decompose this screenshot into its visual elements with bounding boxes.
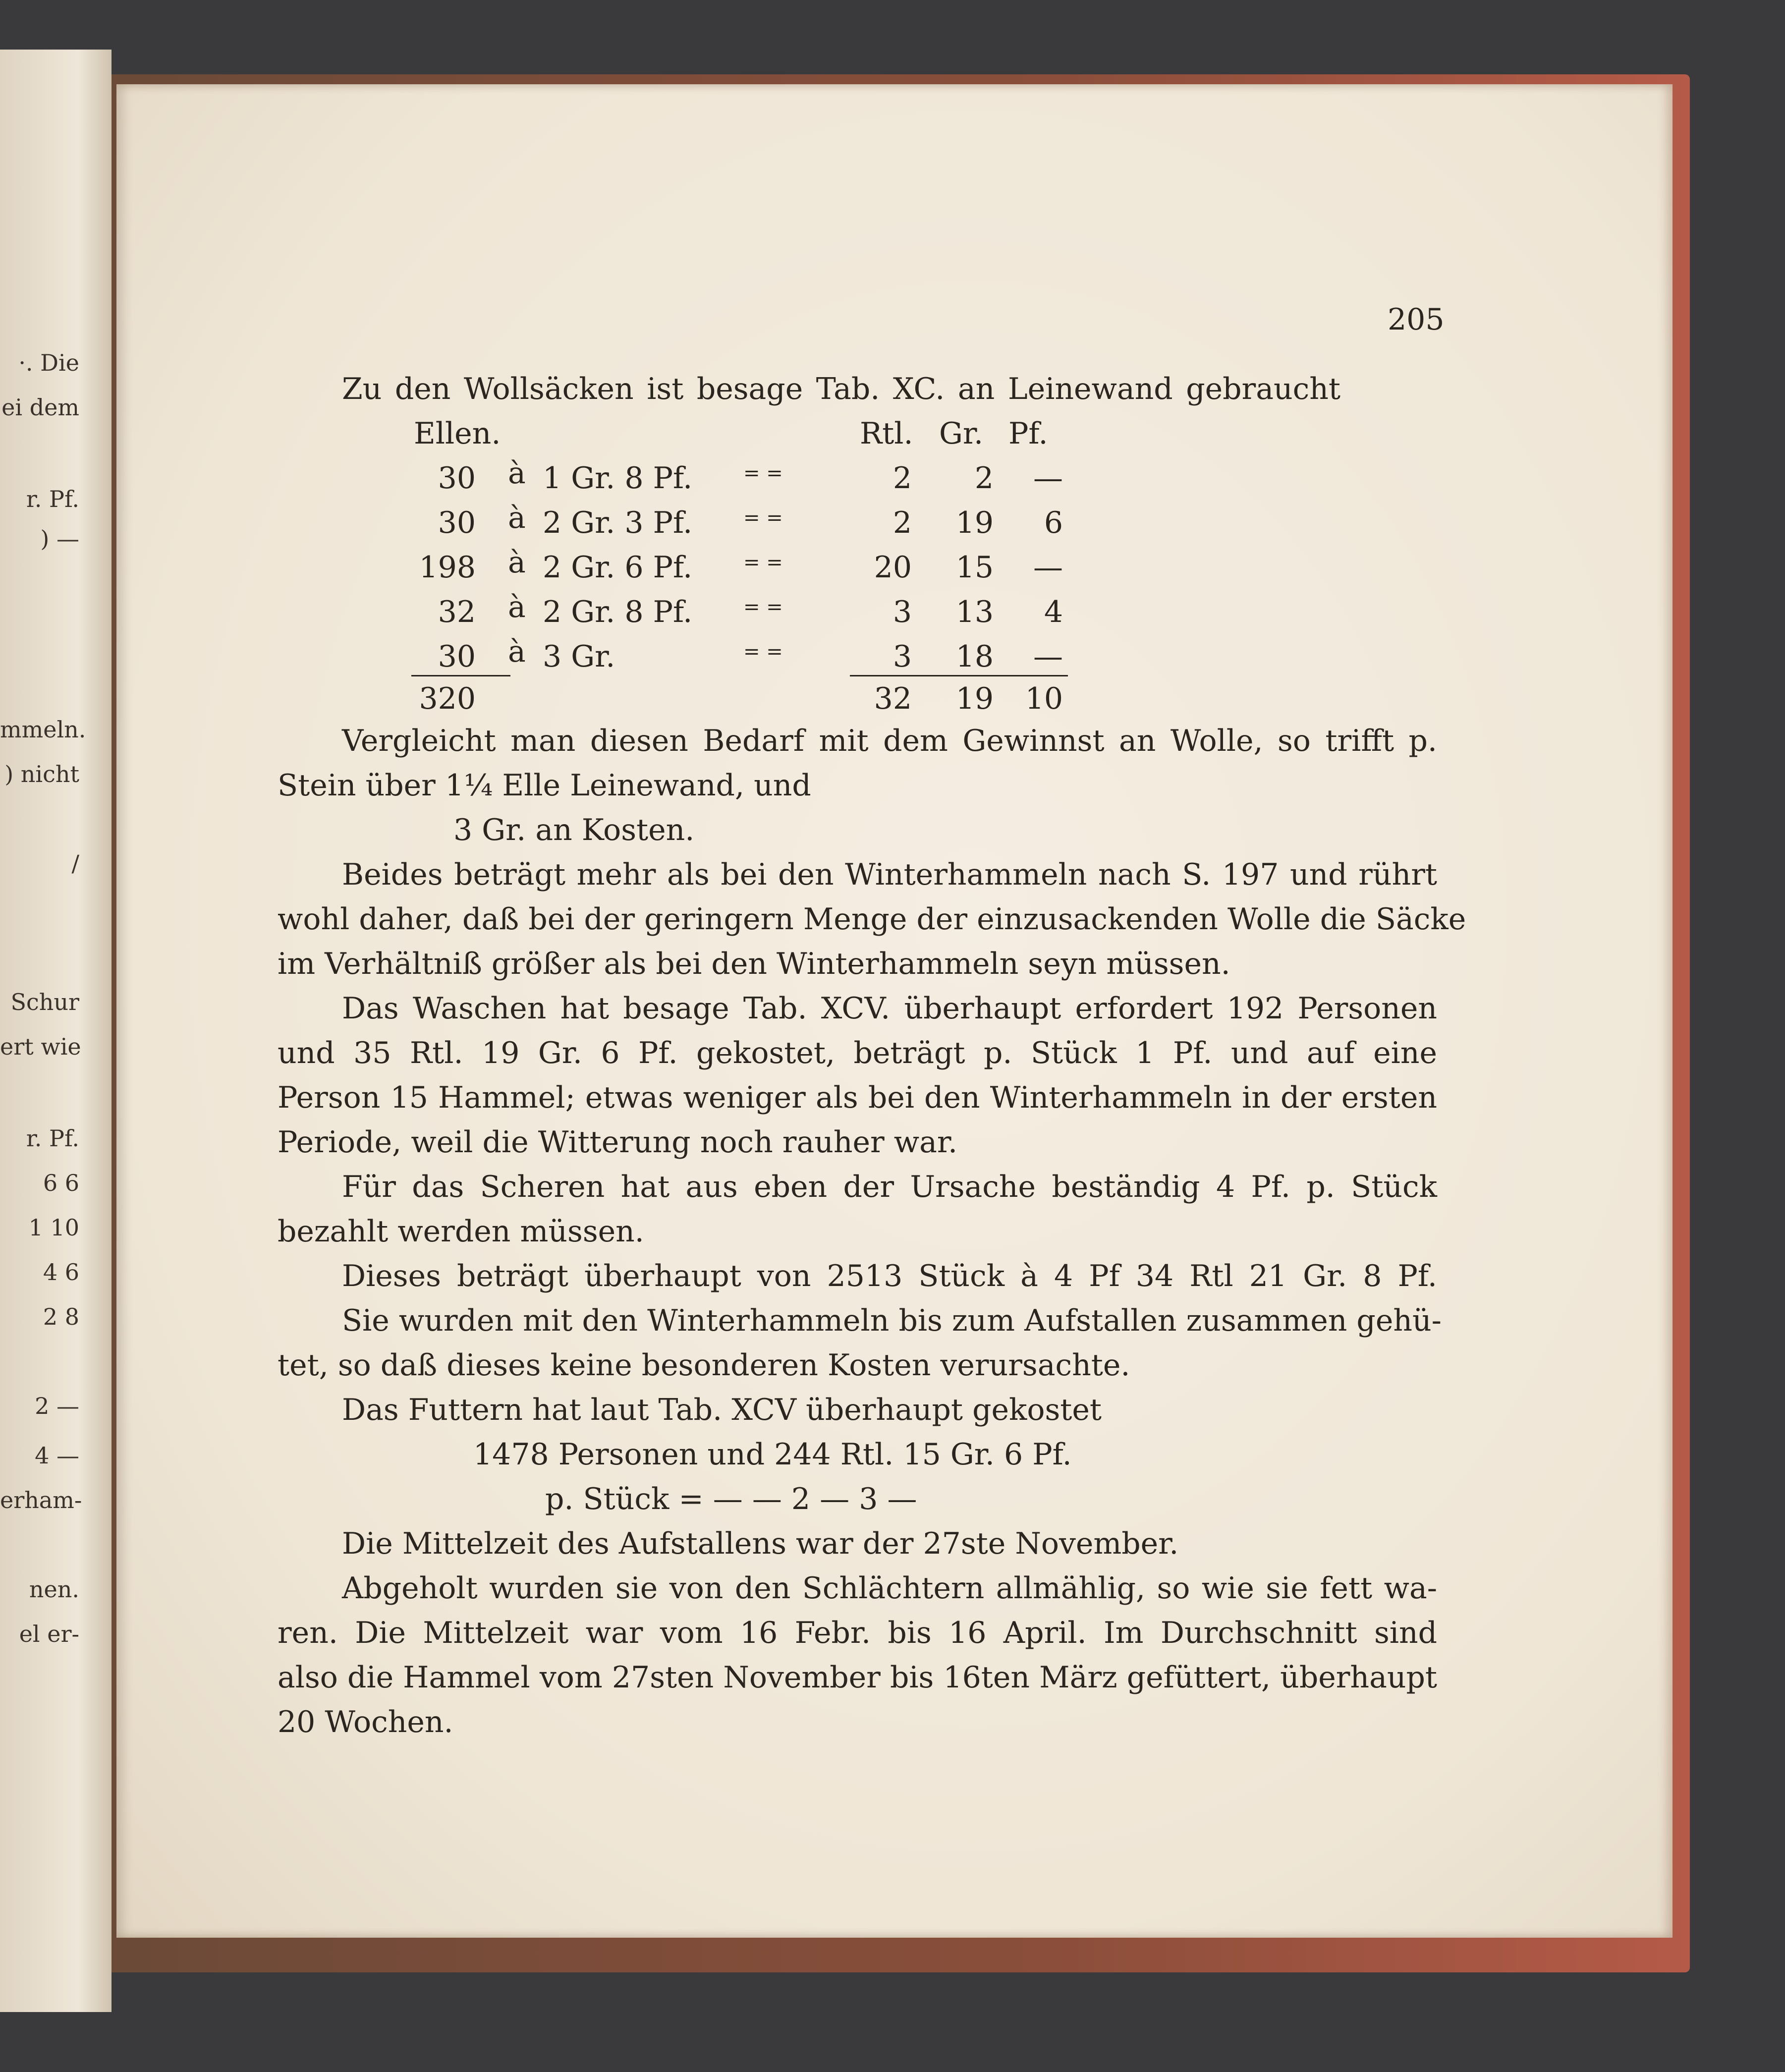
header-rtl: Rtl. (860, 416, 913, 451)
row-dots: = = (743, 551, 783, 574)
row-pf: — (1033, 639, 1063, 674)
row-a: à (508, 634, 526, 669)
row-dots: = = (743, 640, 783, 663)
total-ellen: 320 (419, 681, 476, 716)
total-pf: 10 (1025, 681, 1063, 716)
text-line: p. Stück = — — 2 — 3 — (545, 1482, 917, 1516)
header-gr: Gr. (939, 416, 984, 451)
text-line: Sie wurden mit den Winterhammeln bis zum Aufstallen zusammen gehü- (342, 1303, 1442, 1338)
left-fragment: erham- (0, 1487, 82, 1513)
text-line: Dieses beträgt überhaupt von 2513 Stück à 4 Pf 34 Rtl 21 Gr. 8 Pf. (342, 1259, 1437, 1293)
row-rtl: 2 (892, 461, 912, 496)
left-fragment: / (71, 850, 79, 877)
row-rtl: 2 (892, 505, 912, 540)
left-fragment: ei dem (1, 394, 79, 421)
right-page (116, 84, 1673, 1938)
row-a: à (508, 545, 526, 580)
row-pf: 4 (1044, 595, 1063, 629)
text-line: im Verhältniß größer als bei den Winterhammeln seyn müssen. (278, 947, 1230, 981)
row-a: à (508, 456, 526, 491)
row-rate: 2 Gr. 8 Pf. (543, 595, 693, 629)
row-rate: 3 Gr. (543, 639, 615, 674)
total-rtl: 32 (874, 681, 912, 716)
total-gr: 19 (955, 681, 994, 716)
row-ellen: 30 (438, 505, 476, 540)
text-line: tet, so daß dieses keine besonderen Kosten verursachte. (278, 1348, 1130, 1383)
left-fragment: ·. Die (18, 349, 79, 376)
text-line: ren. Die Mittelzeit war vom 16 Febr. bis 16 April. Im Durchschnitt sind (278, 1616, 1437, 1650)
left-fragment: 1 10 (28, 1214, 79, 1241)
row-gr: 15 (955, 550, 994, 585)
row-rate: 2 Gr. 3 Pf. (543, 505, 693, 540)
intro-line: Zu den Wollsäcken ist besage Tab. XC. an Leinewand gebraucht (342, 372, 1340, 406)
text-line: Vergleicht man diesen Bedarf mit dem Gewinnst an Wolle, so trifft p. (342, 724, 1437, 758)
page-number: 205 (1388, 302, 1445, 337)
text-line: 3 Gr. an Kosten. (453, 813, 695, 847)
row-pf: — (1033, 550, 1063, 585)
row-ellen: 198 (419, 550, 476, 585)
row-gr: 19 (955, 505, 994, 540)
left-fragment: 6 6 (43, 1170, 79, 1196)
text-line: also die Hammel vom 27sten November bis 16ten März gefüttert, überhaupt (278, 1660, 1437, 1695)
row-a: à (508, 501, 526, 535)
left-fragment: ert wie (0, 1033, 81, 1060)
text-line: Beides beträgt mehr als bei den Winterhammeln nach S. 197 und rührt (342, 857, 1437, 892)
row-ellen: 30 (438, 461, 476, 496)
text-line: bezahlt werden müssen. (278, 1214, 644, 1249)
header-pf: Pf. (1008, 416, 1048, 451)
text-line: und 35 Rtl. 19 Gr. 6 Pf. gekostet, beträgt p. Stück 1 Pf. und auf eine (278, 1036, 1437, 1070)
left-fragment: 4 — (35, 1442, 79, 1469)
left-fragment: r. Pf. (26, 486, 79, 512)
text-line: Die Mittelzeit des Aufstallens war der 27ste November. (342, 1526, 1179, 1561)
text-line: wohl daher, daß bei der geringern Menge der einzusackenden Wolle die Säcke (278, 902, 1466, 937)
text-line: Abgeholt wurden sie von den Schlächtern allmählig, so wie sie fett wa- (342, 1571, 1437, 1606)
row-rate: 2 Gr. 6 Pf. (543, 550, 693, 585)
row-a: à (508, 590, 526, 624)
left-fragment: r. Pf. (26, 1125, 79, 1152)
left-fragment: mmeln. (0, 716, 86, 743)
row-gr: 18 (955, 639, 994, 674)
row-pf: — (1033, 461, 1063, 496)
row-dots: = = (743, 462, 783, 485)
text-line: Das Futtern hat laut Tab. XCV überhaupt gekostet (342, 1393, 1102, 1427)
left-page (0, 50, 112, 2012)
row-rtl: 3 (892, 595, 912, 629)
row-dots: = = (743, 596, 783, 618)
sum-rule-money (850, 675, 1068, 676)
sum-rule-ellen (411, 675, 510, 676)
text-line: Stein über 1¼ Elle Leinewand, und (278, 768, 811, 803)
text-line: 1478 Personen und 244 Rtl. 15 Gr. 6 Pf. (473, 1437, 1072, 1472)
text-line: Person 15 Hammel; etwas weniger als bei den Winterhammeln in der ersten (278, 1080, 1437, 1115)
left-fragment: 2 8 (43, 1303, 79, 1330)
row-rtl: 3 (892, 639, 912, 674)
left-fragment: 2 — (35, 1393, 79, 1419)
left-fragment: el er- (19, 1621, 79, 1647)
row-pf: 6 (1044, 505, 1063, 540)
left-fragment: nen. (29, 1576, 79, 1603)
left-fragment: ) — (40, 525, 79, 552)
row-ellen: 32 (438, 595, 476, 629)
text-line: Das Waschen hat besage Tab. XCV. überhaupt erfordert 192 Personen (342, 991, 1437, 1026)
text-line: 20 Wochen. (278, 1705, 453, 1739)
row-gr: 13 (955, 595, 994, 629)
row-gr: 2 (974, 461, 994, 496)
row-dots: = = (743, 506, 783, 529)
row-rtl: 20 (874, 550, 912, 585)
text-line: Für das Scheren hat aus eben der Ursache beständig 4 Pf. p. Stück (342, 1170, 1437, 1204)
left-fragment: ) nicht (4, 761, 79, 787)
left-fragment: 4 6 (43, 1259, 79, 1286)
row-ellen: 30 (438, 639, 476, 674)
row-rate: 1 Gr. 8 Pf. (543, 461, 693, 496)
left-fragment: Schur (10, 989, 79, 1015)
text-line: Periode, weil die Witterung noch rauher war. (278, 1125, 958, 1160)
header-ellen: Ellen. (414, 416, 501, 451)
